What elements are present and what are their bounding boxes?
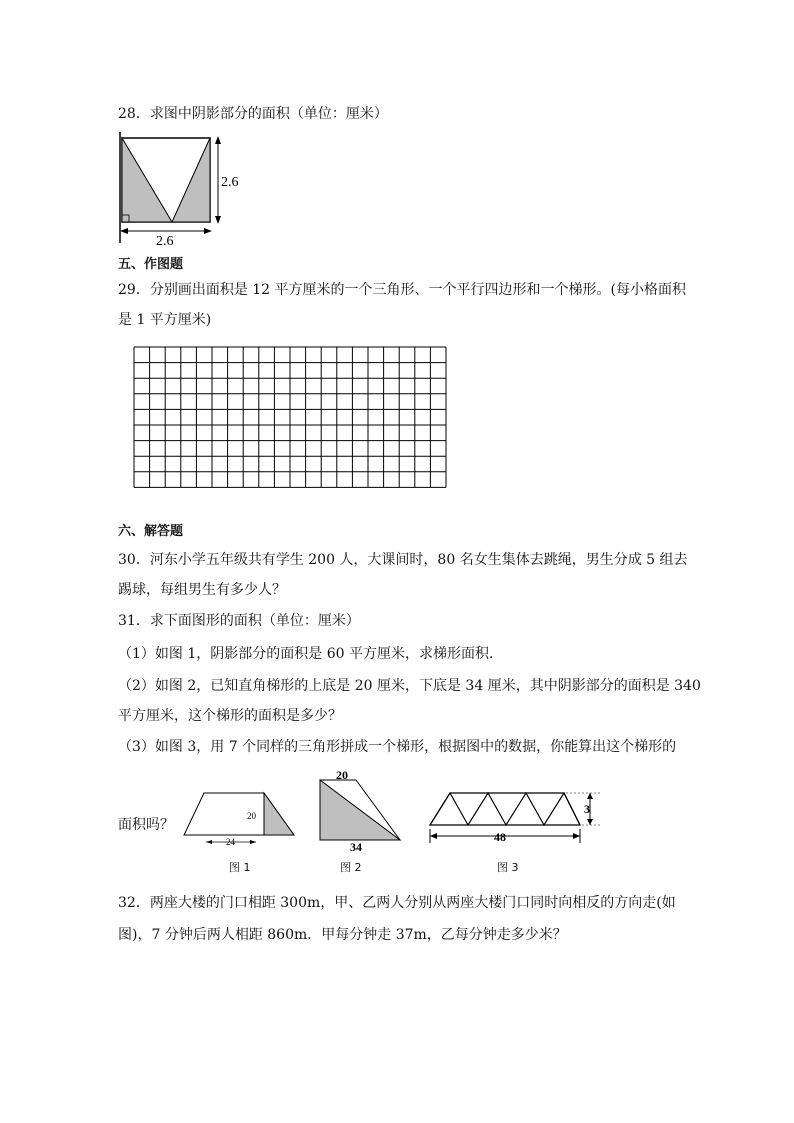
fig1-height-label: 20 xyxy=(247,811,256,821)
q28-figure xyxy=(115,130,255,249)
q31-part1: （1）如图 1，阴影部分的面积是 60 平方厘米，求梯形面积． xyxy=(118,646,503,662)
q31-part3-line2: 面积吗？ xyxy=(118,817,174,833)
section5-heading: 五、作图题 xyxy=(118,257,184,272)
fig1-shaded xyxy=(264,793,294,835)
fig3 xyxy=(428,785,608,850)
fig1 xyxy=(180,785,300,855)
q31-part2-line2: 平方厘米，这个梯形的面积是多少？ xyxy=(118,708,342,724)
q31-part2-line1: （2）如图 2，已知直角梯形的上底是 20 厘米，下底是 34 厘米，其中阴影部分的面积是 340 xyxy=(118,678,701,694)
section6-heading: 六、解答题 xyxy=(118,524,184,539)
q29-grid xyxy=(133,346,451,502)
q32-line1: 32．两座大楼的门口相距 300m，甲、乙两人分别从两座大楼门口同时向相反的方向走(如 xyxy=(118,895,676,911)
fig3-base-label: 48 xyxy=(494,830,506,844)
q28-width-label: 2.6 xyxy=(156,234,174,249)
q31-intro: 31．求下面图形的面积（单位：厘米） xyxy=(118,613,360,629)
fig2-caption: 图 2 xyxy=(340,861,362,874)
q30-line2: 踢球，每组男生有多少人？ xyxy=(118,582,286,598)
q28-height-label: 2.6 xyxy=(221,175,239,190)
fig1-base-label: 24 xyxy=(226,837,235,847)
fig3-height-label: 3 xyxy=(584,802,590,816)
q30-line1: 30．河东小学五年级共有学生 200 人，大课间时，80 名女生集体去跳绳，男生分成 5 组去 xyxy=(118,552,688,568)
q32-line2: 图)，7 分钟后两人相距 860m．甲每分钟走 37m，乙每分钟走多少米？ xyxy=(118,927,567,943)
q28-text: 28．求图中阴影部分的面积（单位：厘米） xyxy=(118,106,388,122)
q29-line2: 是 1 平方厘米) xyxy=(118,312,212,328)
q31-part3-line1: （3）如图 3，用 7 个同样的三角形拼成一个梯形，根据图中的数据，你能算出这个梯形的 xyxy=(118,739,677,755)
fig2-top-label: 20 xyxy=(336,768,348,782)
q29-line1: 29．分别画出面积是 12 平方厘米的一个三角形、一个平行四边形和一个梯形。(每小格面积 xyxy=(118,282,686,298)
fig1-caption: 图 1 xyxy=(229,861,251,874)
fig2-bottom-label: 34 xyxy=(350,840,362,854)
fig2 xyxy=(318,770,408,852)
fig3-caption: 图 3 xyxy=(497,861,519,874)
